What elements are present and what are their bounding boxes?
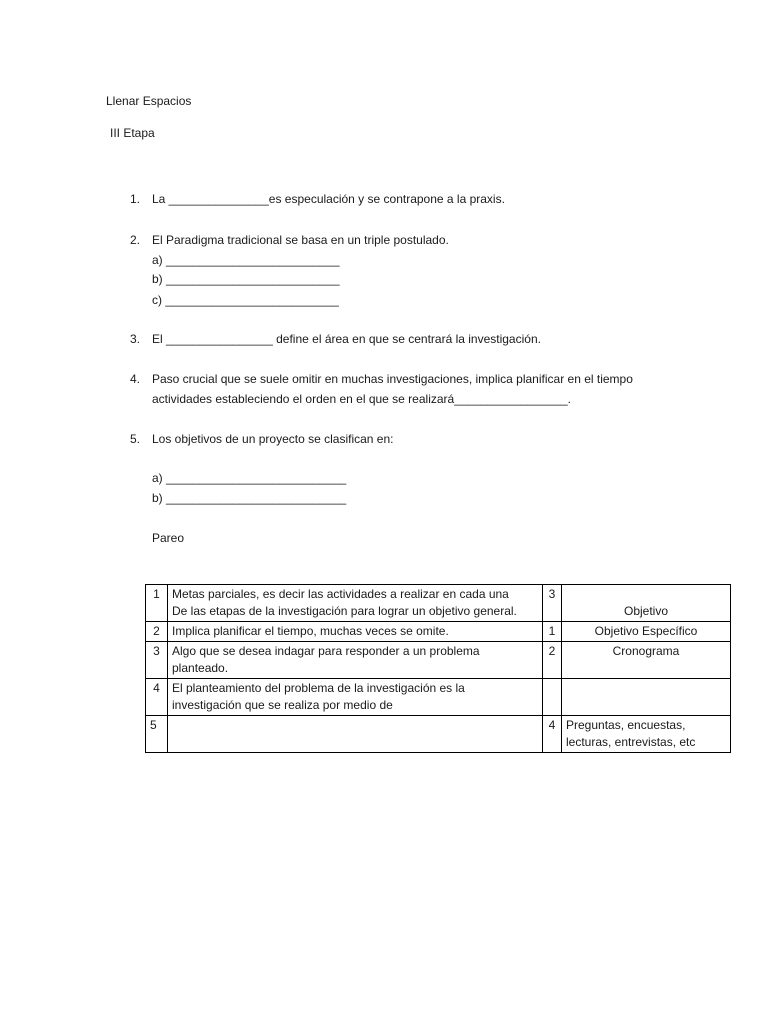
table-row [146,642,731,679]
table-row [146,585,731,622]
row-description: Implica planificar el tiempo, muchas veces se omite. [168,622,543,642]
row-number: 1 [146,585,168,622]
row-number: 4 [146,679,168,716]
answer-blank-b[interactable]: b) __________________________ [152,272,340,286]
match-number[interactable]: 1 [543,622,562,642]
match-term: Objetivo Específico [562,622,731,642]
pareo-heading: Pareo [152,531,185,545]
match-number[interactable]: 3 [543,585,562,622]
row-description: El planteamiento del problema de la investigación es la investigación que se realiza por medio de [168,679,543,716]
pareo-table [145,584,731,753]
answer-blank-b[interactable]: b) ___________________________ [152,491,347,505]
match-term: Preguntas, encuestas, lecturas, entrevistas, etc [562,716,731,753]
row-description: Algo que se desea indagar para responder a un problema planteado. [168,642,543,679]
question-number: 5. [129,432,140,446]
question-text: La _______________es especulación y se contrapone a la praxis. [152,192,505,206]
match-term: Cronograma [562,642,731,679]
question-number: 1. [129,192,140,206]
answer-blank-a[interactable]: a) __________________________ [152,253,340,267]
match-term [562,679,731,716]
question-text: El Paradigma tradicional se basa en un triple postulado. [152,233,449,247]
table-row [146,716,731,753]
row-number: 5 [146,716,168,753]
question-text-line2: actividades estableciendo el orden en el que se realizará_________________. [152,392,571,406]
question-text-line1: Paso crucial que se suele omitir en muchas investigaciones, implica planificar en el tiempo [152,372,633,386]
match-number[interactable] [543,679,562,716]
question-number: 4. [129,372,140,386]
row-description: Metas parciales, es decir las actividades a realizar en cada una De las etapas de la investigación para lograr un objetivo general. [168,585,543,622]
match-number[interactable]: 2 [543,642,562,679]
document-title: Llenar Espacios [106,94,192,108]
question-text: Los objetivos de un proyecto se clasifican en: [152,432,394,446]
question-number: 2. [129,233,140,247]
match-number[interactable]: 4 [543,716,562,753]
table-row [146,679,731,716]
row-number: 2 [146,622,168,642]
question-text: El ________________ define el área en que se centrará la investigación. [152,332,541,346]
row-description [168,716,543,753]
table-row [146,622,731,642]
match-term: Objetivo [562,585,731,622]
answer-blank-c[interactable]: c) __________________________ [152,293,339,307]
answer-blank-a[interactable]: a) ___________________________ [152,471,347,485]
question-number: 3. [129,332,140,346]
row-number: 3 [146,642,168,679]
document-subtitle: III Etapa [110,126,155,140]
